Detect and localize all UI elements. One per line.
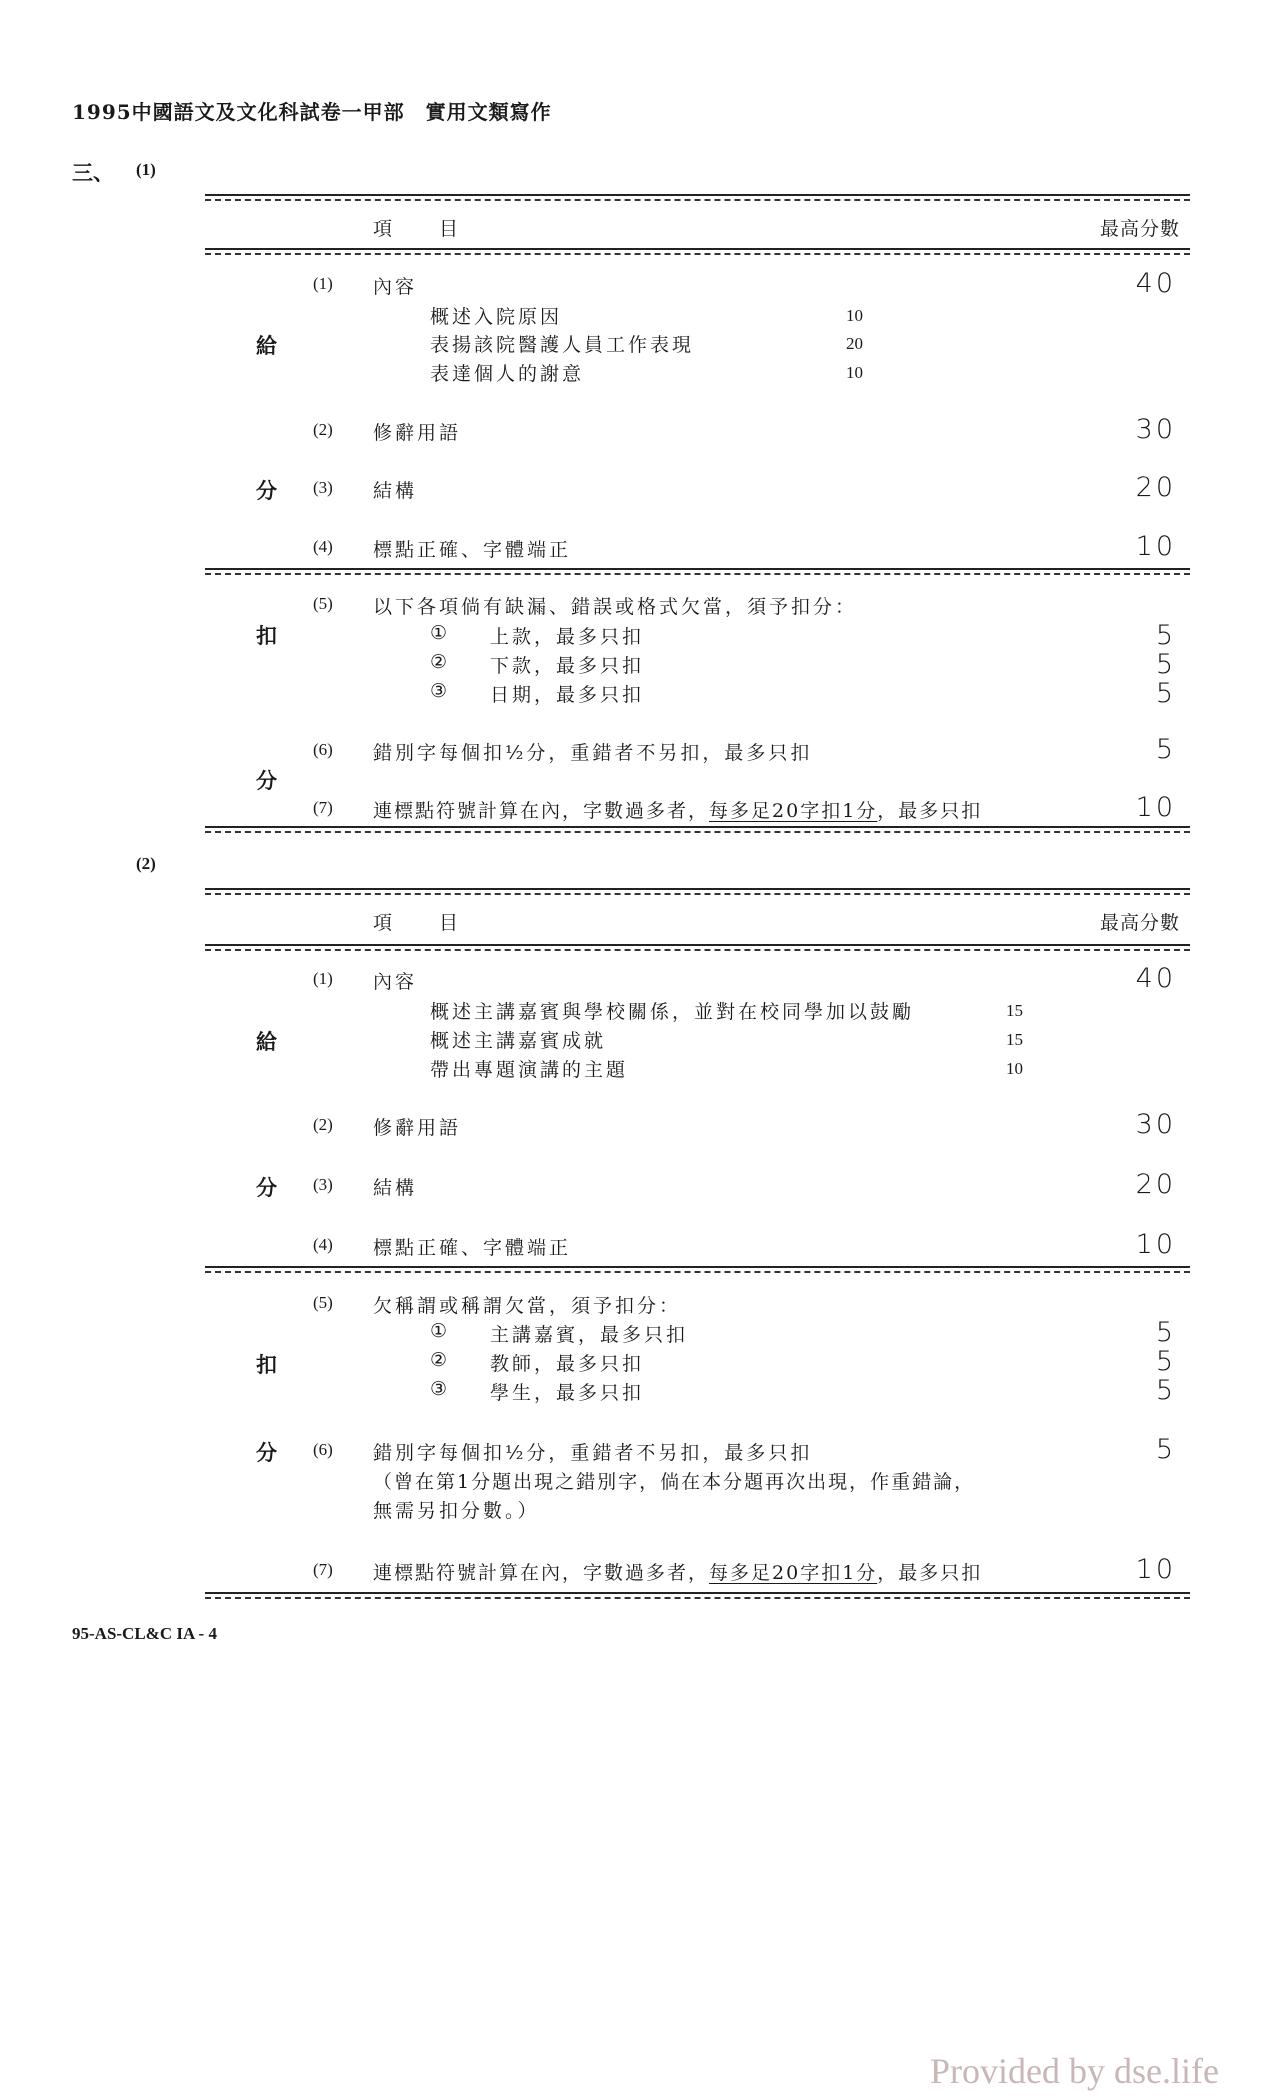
row-number: (6) [313,1440,333,1459]
side-label-kou: 扣 [256,1352,277,1377]
side-label-fen: 分 [256,478,277,503]
row-number: (1) [313,969,333,988]
note-line: 無需另扣分數。） [373,1500,540,1522]
rule [205,199,1190,201]
sub-item: 教師，最多只扣 [490,1353,645,1375]
column-header-max-score: 最高分數 [1100,912,1181,934]
underlined-rule: 每多足20字扣1分 [709,800,878,822]
row-label: 結構 [373,1177,418,1199]
rule [205,949,1190,951]
row-number: (3) [313,478,333,497]
side-label-give: 給 [256,1029,277,1054]
row-score: 40 [1135,963,1176,994]
sub-item: 概述主講嘉賓成就 [430,1030,607,1052]
sub-item: 表達個人的謝意 [430,363,585,385]
row-number: (6) [313,740,333,759]
watermark: Provided by dse.life [930,2051,1219,2091]
side-label-fen: 分 [256,1175,277,1200]
circled-number: ③ [430,1378,451,1400]
underlined-rule: 每多足20字扣1分 [709,1562,878,1584]
sub-item: 學生，最多只扣 [490,1382,645,1404]
row-number: (5) [313,1293,333,1312]
row-number: (4) [313,1235,333,1254]
rule [205,888,1190,890]
column-header-item: 項 目 [373,218,462,240]
rule [205,1271,1190,1273]
sub-item: 帶出專題演講的主題 [430,1059,629,1081]
side-label-kou: 扣 [256,623,277,648]
row-number: (5) [313,594,333,613]
rule [205,826,1190,828]
sub-item: 概述主講嘉賓與學校關係，並對在校同學加以鼓勵 [430,1001,915,1023]
sub-item-points: 10 [846,363,863,382]
circled-number: ② [430,651,451,673]
row-score: 5 [1155,1346,1176,1377]
sub-item: 概述入院原因 [430,306,563,328]
rule [205,194,1190,196]
row-number: (7) [313,1560,333,1579]
row-score: 10 [1135,1229,1176,1260]
note-line: （曾在第1分題出現之錯別字，倘在本分題再次出現，作重錯論， [373,1471,976,1493]
circled-number: ① [430,622,451,644]
sub-item-points: 15 [1006,1001,1023,1020]
sub-item: 上款，最多只扣 [490,626,645,648]
rule [205,1592,1190,1594]
rule [205,831,1190,833]
row-label-text: 連標點符號計算在內，字數過多者， [373,1562,710,1584]
row-number: (7) [313,798,333,817]
row-number: (4) [313,537,333,556]
row-score: 10 [1135,531,1176,562]
row-number: (3) [313,1175,333,1194]
row-score: 20 [1135,1169,1176,1200]
row-score: 5 [1155,649,1176,680]
sub-item: 表揚該院醫護人員工作表現 [430,334,695,356]
row-score: 5 [1155,734,1176,765]
sub-item-points: 20 [846,334,863,353]
rule [205,248,1190,250]
page-title: 1995中國語文及文化科試卷一甲部 實用文類寫作 [72,100,552,124]
row-label-text: ，最多只扣 [877,800,983,822]
row-label: 內容 [373,971,418,993]
row-score: 5 [1155,1317,1176,1348]
rule [205,573,1190,575]
rule [205,1597,1190,1599]
sub-item-points: 10 [846,306,863,325]
row-label [373,1558,982,1585]
rule [205,568,1190,570]
rule [205,253,1190,255]
row-score: 20 [1135,472,1176,503]
sub-item-points: 15 [1006,1030,1023,1049]
circled-number: ③ [430,680,451,702]
row-label: 錯別字每個扣½分，重錯者不另扣，最多只扣 [373,742,813,764]
sub-item-points: 10 [1006,1059,1023,1078]
row-score: 5 [1155,678,1176,709]
column-header-max-score: 最高分數 [1100,218,1181,240]
row-label [373,796,982,823]
part-1-label: (1) [136,160,156,179]
row-label: 內容 [373,276,418,298]
side-label-fen: 分 [256,1440,277,1465]
side-label-give: 給 [256,333,277,358]
row-score: 30 [1135,1109,1176,1140]
circled-number: ① [430,1320,451,1342]
row-label: 欠稱謂或稱謂欠當，須予扣分： [373,1295,682,1317]
row-label: 以下各項倘有缺漏、錯誤或格式欠當，須予扣分： [373,596,858,618]
row-score: 5 [1155,620,1176,651]
circled-number: ② [430,1349,451,1371]
row-number: (2) [313,1115,333,1134]
row-score: 5 [1155,1375,1176,1406]
row-label: 修辭用語 [373,422,462,444]
sub-item: 日期，最多只扣 [490,684,645,706]
row-label: 修辭用語 [373,1117,462,1139]
column-header-item: 項 目 [373,912,462,934]
rule [205,1266,1190,1268]
row-label: 標點正確、字體端正 [373,1237,572,1259]
row-score: 10 [1135,1554,1176,1585]
row-label: 錯別字每個扣½分，重錯者不另扣，最多只扣 [373,1442,813,1464]
side-label-fen: 分 [256,768,277,793]
row-label-text: ，最多只扣 [877,1562,983,1584]
row-score: 10 [1135,792,1176,823]
row-number: (1) [313,274,333,293]
row-score: 5 [1155,1434,1176,1465]
section-label: 三、 [72,160,114,185]
row-label: 結構 [373,480,418,502]
sub-item: 下款，最多只扣 [490,655,645,677]
rule [205,944,1190,946]
row-number: (2) [313,420,333,439]
part-2-label: (2) [136,854,156,873]
row-label: 標點正確、字體端正 [373,539,572,561]
row-score: 30 [1135,414,1176,445]
rule [205,893,1190,895]
sub-item: 主講嘉賓，最多只扣 [490,1324,689,1346]
paper-code: 95-AS-CL&C IA - 4 [72,1624,217,1643]
row-score: 40 [1135,268,1176,299]
row-label-text: 連標點符號計算在內，字數過多者， [373,800,710,822]
